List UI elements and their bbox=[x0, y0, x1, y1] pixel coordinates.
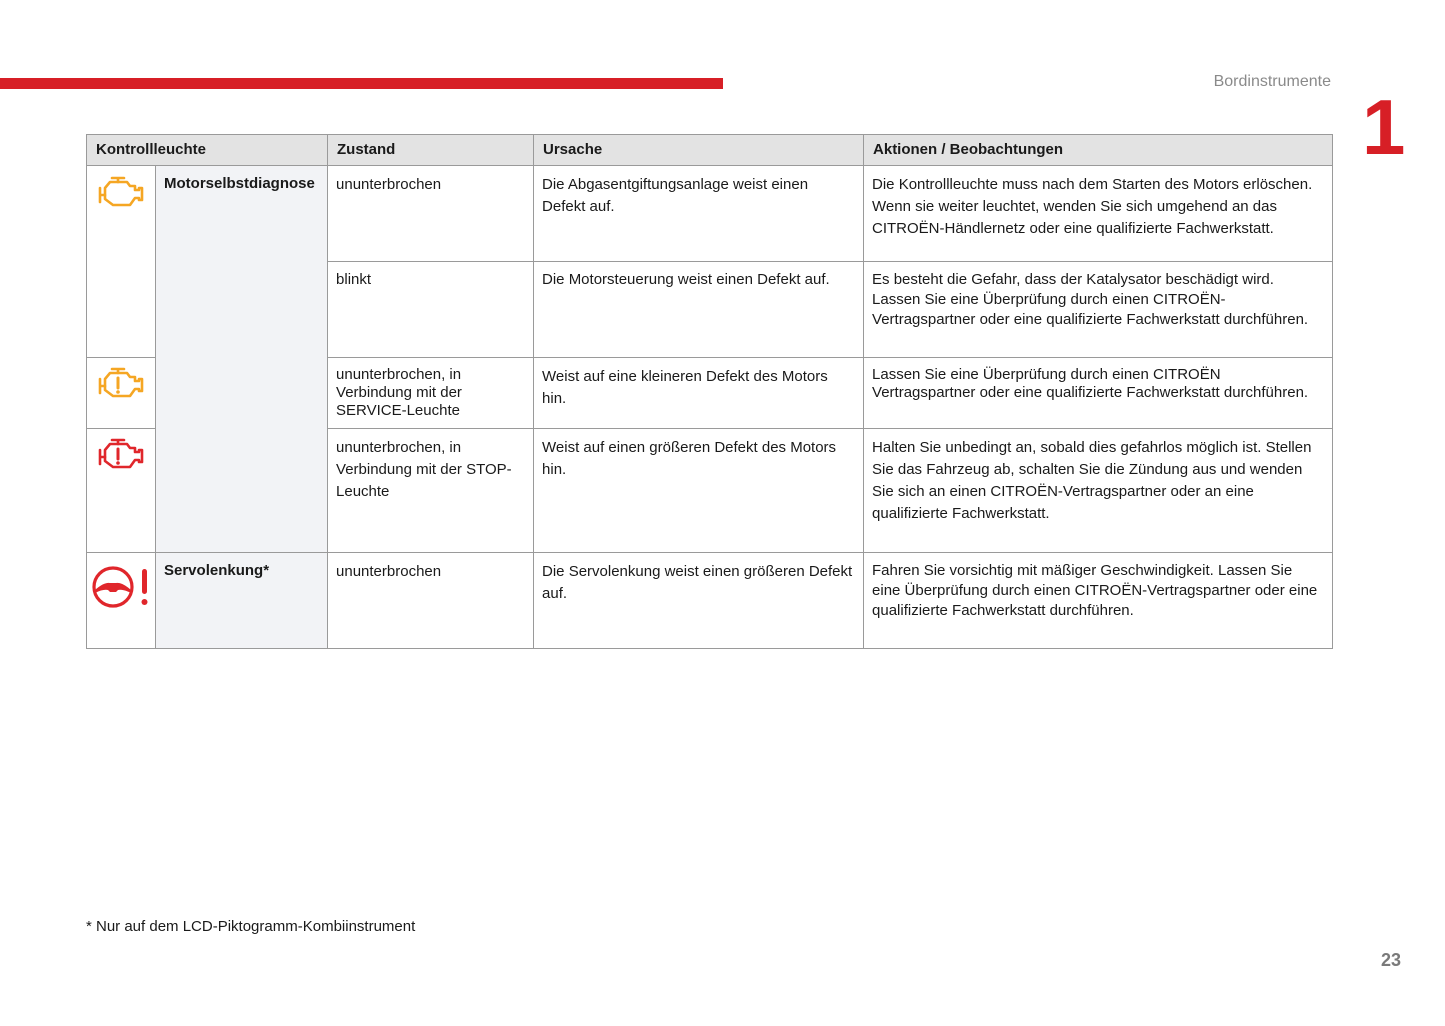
column-header-aktionen: Aktionen / Beobachtungen bbox=[864, 135, 1333, 166]
aktion-cell: Fahren Sie vorsichtig mit mäßiger Geschwindigkeit. Lassen Sie eine Überprüfung durch einen CITROËN-Vertragspartner oder eine qualifizierte Fachwerkstatt durchführen. bbox=[864, 553, 1333, 649]
zustand-cell: ununterbrochen bbox=[328, 166, 534, 262]
aktion-cell: Es besteht die Gefahr, dass der Katalysator beschädigt wird. Lassen Sie eine Überprüfung durch einen CITROËN-Vertragspartner oder eine qualifizierte Fachwerkstatt durchführen. bbox=[864, 262, 1333, 358]
engine-warning-icon bbox=[97, 366, 145, 402]
icon-cell bbox=[87, 166, 156, 358]
section-title: Bordinstrumente bbox=[1213, 73, 1331, 90]
aktion-cell: Lassen Sie eine Überprüfung durch einen CITROËN Vertragspartner oder eine qualifizierte Fachwerkstatt durchführen. bbox=[864, 358, 1333, 429]
engine-warning-icon bbox=[97, 437, 145, 473]
engine-icon bbox=[97, 174, 145, 210]
light-name-servolenkung: Servolenkung* bbox=[156, 553, 328, 649]
column-header-zustand: Zustand bbox=[328, 135, 534, 166]
aktion-cell: Die Kontrollleuchte muss nach dem Starten des Motors erlöschen. Wenn sie weiter leuchtet, wenden Sie sich umgehend an das CITROËN-Händlernetz oder eine qualifizierte Fachwerkstatt. bbox=[864, 166, 1333, 262]
table-row bbox=[87, 166, 1333, 262]
light-name-motorselbstdiagnose: Motorselbstdiagnose bbox=[156, 166, 328, 553]
zustand-cell: ununterbrochen, in Verbindung mit der STOP-Leuchte bbox=[328, 429, 534, 553]
icon-cell bbox=[87, 553, 156, 649]
zustand-cell: ununterbrochen, in Verbindung mit der SERVICE-Leuchte bbox=[328, 358, 534, 429]
page-number: 23 bbox=[1381, 950, 1402, 970]
warning-lights-table bbox=[86, 134, 1333, 649]
icon-cell bbox=[87, 429, 156, 553]
zustand-cell: ununterbrochen bbox=[328, 553, 534, 649]
steering-wheel-warning-icon bbox=[90, 565, 152, 609]
header-accent-bar bbox=[0, 78, 723, 89]
table-header-row bbox=[87, 135, 1333, 166]
column-header-ursache: Ursache bbox=[534, 135, 864, 166]
ursache-cell: Die Abgasentgiftungsanlage weist einen Defekt auf. bbox=[534, 166, 864, 262]
ursache-cell: Die Motorsteuerung weist einen Defekt auf. bbox=[534, 262, 864, 358]
icon-cell bbox=[87, 358, 156, 429]
footnote: * Nur auf dem LCD-Piktogramm-Kombiinstrument bbox=[86, 918, 416, 935]
table-row bbox=[87, 553, 1333, 649]
ursache-cell: Weist auf eine kleineren Defekt des Motors hin. bbox=[534, 358, 864, 429]
ursache-cell: Weist auf einen größeren Defekt des Motors hin. bbox=[534, 429, 864, 553]
chapter-number: 1 bbox=[1362, 83, 1406, 171]
aktion-cell: Halten Sie unbedingt an, sobald dies gefahrlos möglich ist. Stellen Sie das Fahrzeug ab, schalten Sie die Zündung aus und wenden Sie sich an einen CITROËN-Vertragspartner oder an eine qualifizierte Fachwerkstatt. bbox=[864, 429, 1333, 553]
ursache-cell: Die Servolenkung weist einen größeren Defekt auf. bbox=[534, 553, 864, 649]
zustand-cell: blinkt bbox=[328, 262, 534, 358]
column-header-kontrollleuchte: Kontrollleuchte bbox=[87, 135, 328, 166]
